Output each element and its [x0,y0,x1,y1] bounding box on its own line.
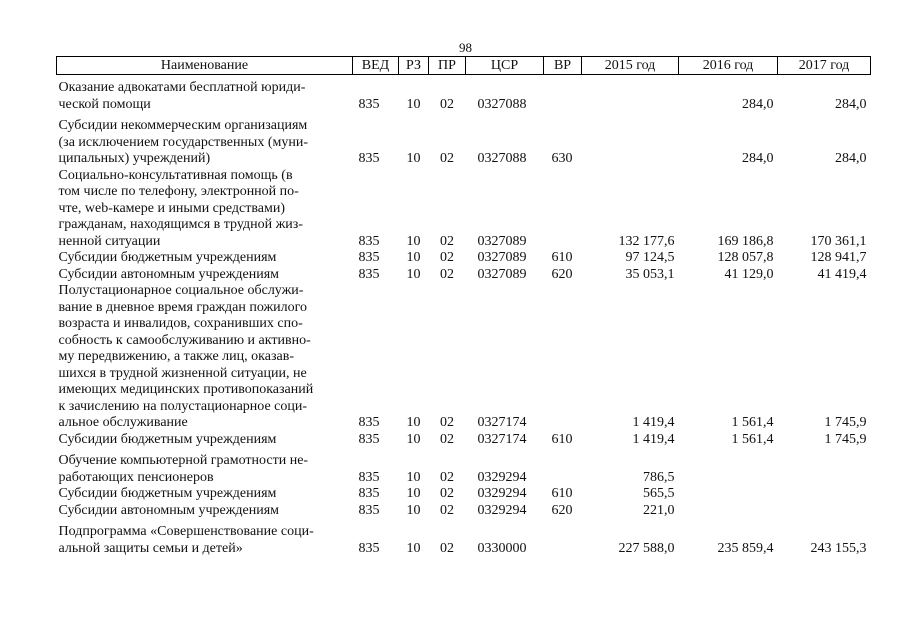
row-name-line: Подпрограмма «Совершенствование соци- [58,524,314,539]
row-name-line: Обучение компьютерной грамотности не- [58,453,309,468]
row-2017: 284,0 [835,96,867,112]
row-name [57,519,353,557]
table-row [57,283,871,432]
row-csr: 0329294 [477,502,527,518]
row-name-line: чте, web-камере и иными средствами) [58,200,286,216]
row-name-line: Субсидии некоммерческим организациям [58,118,308,133]
row-2016: 1 561,4 [731,415,774,430]
row-2016 [679,486,778,503]
row-rz: 10 [406,266,421,282]
table-row [57,448,871,486]
row-pr: 02 [440,151,454,166]
row-rz: 10 [406,96,421,112]
row-rz: 10 [406,250,421,265]
row-pr: 02 [440,233,454,249]
row-ved: 835 [358,96,380,112]
header-pr: ПР [429,57,466,75]
row-name-line: альное обслуживание [58,415,188,430]
row-rz: 10 [406,233,421,249]
row-pr: 02 [440,266,454,282]
row-rz: 10 [406,469,421,485]
row-pr: 02 [440,486,454,501]
row-name [57,432,353,449]
row-name [57,283,353,432]
row-ved: 835 [358,431,380,447]
row-name-line: том числе по телефону, электронной по- [58,184,299,199]
table-row [57,519,871,557]
row-name [57,168,353,251]
row-csr: 0327089 [477,266,527,282]
row-2016: 128 057,8 [717,250,774,265]
row-csr: 0330000 [477,540,527,556]
table-row [57,75,871,114]
table-row [57,503,871,520]
row-csr: 0327088 [477,151,527,166]
row-2016: 284,0 [742,96,774,112]
row-name-line: имеющих медицинских противопоказаний [58,382,314,397]
row-name-line: Оказание адвокатами бесплатной юриди- [58,80,306,95]
header-2017: 2017 год [778,57,871,75]
row-ved: 835 [358,486,380,501]
row-vr: 620 [551,266,573,282]
row-2015: 227 588,0 [618,540,675,556]
row-2016: 169 186,8 [717,233,774,249]
row-rz: 10 [406,502,421,518]
row-2015 [582,75,679,114]
row-name-line: Субсидии автономным учреждениям [58,502,280,518]
row-pr: 02 [440,540,454,556]
row-vr [544,519,582,557]
row-2017: 170 361,1 [810,233,867,249]
row-2015: 786,5 [643,469,675,485]
header-2016: 2016 год [679,57,778,75]
row-rz: 10 [406,431,421,447]
row-rz: 10 [406,151,421,166]
row-name-line: работающих пенсионеров [58,469,214,485]
row-pr: 02 [440,250,454,265]
row-csr: 0329294 [477,486,527,501]
row-2016: 41 129,0 [724,266,774,282]
row-name-line: Субсидии бюджетным учреждениям [58,486,277,501]
row-name-line: Субсидии автономным учреждениям [58,266,280,282]
row-2015: 35 053,1 [625,266,675,282]
row-name-line: Полустационарное социальное обслужи- [58,283,304,298]
row-vr: 610 [551,431,573,447]
row-name-line: ческой помощи [58,96,151,112]
header-ved: ВЕД [353,57,399,75]
row-vr: 620 [551,502,573,518]
row-name-line: Субсидии бюджетным учреждениям [58,431,277,447]
row-2015: 1 419,4 [632,431,675,447]
row-name-line: шихся в трудной жизненной ситуации, не [58,365,307,381]
row-ved: 835 [358,233,380,249]
row-vr: 630 [551,151,573,166]
header-row [57,57,871,75]
row-2017: 1 745,9 [824,431,867,447]
row-ved: 835 [358,469,380,485]
row-vr [544,448,582,486]
row-2017 [778,448,871,486]
row-2017: 243 155,3 [810,540,867,556]
row-name-line: Субсидии бюджетным учреждениям [58,250,277,265]
row-ved: 835 [358,151,380,166]
row-2016: 1 561,4 [731,431,774,447]
table-row [57,486,871,503]
row-2017: 1 745,9 [824,415,867,430]
row-csr: 0327174 [477,431,527,447]
row-name-line: альной защиты семьи и детей» [58,540,243,556]
row-2017: 128 941,7 [810,250,867,265]
row-name-line: к зачислению на полустационарное соци- [58,398,308,414]
header-csr: ЦСР [466,57,544,75]
row-2015: 221,0 [643,502,675,518]
row-pr: 02 [440,502,454,518]
row-ved: 835 [358,266,380,282]
row-vr [544,75,582,114]
row-vr: 610 [551,486,573,501]
row-name [57,250,353,267]
row-2016: 284,0 [742,151,774,166]
row-vr: 610 [551,250,573,265]
header-vr: ВР [544,57,582,75]
table-row [57,168,871,251]
row-2016: 235 859,4 [717,540,774,556]
row-name [57,503,353,520]
row-ved: 835 [358,540,380,556]
row-name-line: ненной ситуации [58,233,161,249]
table-body [57,75,871,558]
row-rz: 10 [406,486,421,501]
row-name-line: (за исключением государственных (муни- [58,134,308,150]
row-name-line: гражданам, находящимся в трудной жиз- [58,217,303,232]
row-csr: 0327088 [477,96,527,112]
row-ved: 835 [358,415,380,430]
row-name [57,486,353,503]
row-2017: 41 419,4 [817,266,867,282]
row-ved: 835 [358,502,380,518]
page-number: 98 [459,40,472,55]
row-pr: 02 [440,469,454,485]
row-pr: 02 [440,431,454,447]
row-ved: 835 [358,250,380,265]
budget-table [56,56,871,557]
header-name: Наименование [57,57,353,75]
row-csr: 0329294 [477,469,527,485]
row-2015: 565,5 [643,486,675,501]
table-row [57,250,871,267]
table-row [57,267,871,284]
row-name [57,448,353,486]
table-row [57,432,871,449]
row-rz: 10 [406,415,421,430]
row-csr: 0327174 [477,415,527,430]
row-name-line: возраста и инвалидов, сохранивших спо- [58,316,303,331]
row-2017: 284,0 [835,151,867,166]
table-row [57,113,871,168]
row-rz: 10 [406,540,421,556]
row-name-line: ципальных) учреждений) [58,151,211,166]
row-name [57,75,353,114]
row-name-line: вание в дневное время граждан пожилого [58,299,308,315]
row-csr: 0327089 [477,233,527,249]
row-2017 [778,486,871,503]
row-vr [544,168,582,251]
row-2015: 1 419,4 [632,415,675,430]
row-csr: 0327089 [477,250,527,265]
row-2015: 132 177,6 [618,233,675,249]
row-name-line: му передвижению, а также лиц, оказав- [58,349,294,364]
row-2017 [778,503,871,520]
row-name [57,267,353,284]
row-name [57,113,353,168]
header-rz: РЗ [399,57,429,75]
row-pr: 02 [440,96,454,112]
row-name-line: Социально-консультативная помощь (в [58,167,293,183]
row-pr: 02 [440,415,454,430]
header-2015: 2015 год [582,57,679,75]
row-vr [544,283,582,432]
row-2015: 97 124,5 [625,250,675,265]
row-name-line: собность к самообслуживанию и активно- [58,332,311,348]
row-2016 [679,503,778,520]
row-2016 [679,448,778,486]
row-2015 [582,113,679,168]
